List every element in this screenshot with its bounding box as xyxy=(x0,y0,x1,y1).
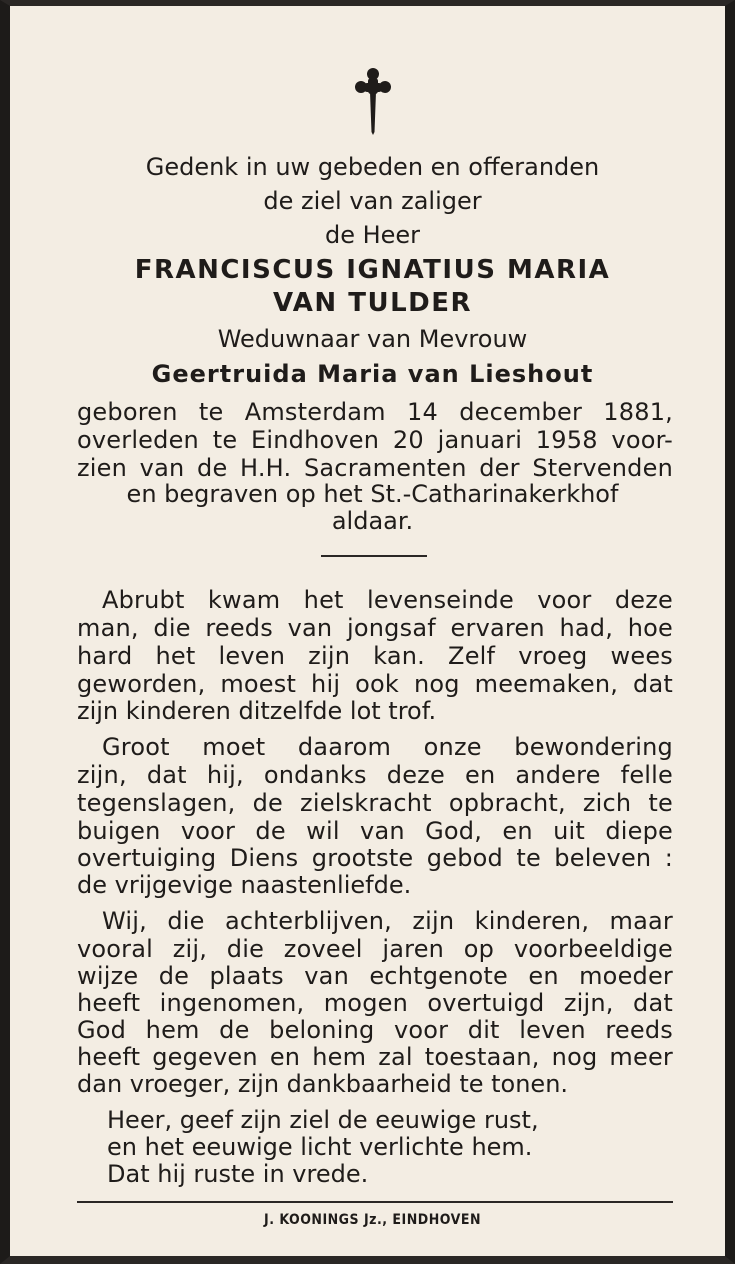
deceased-name-line-2: VAN TULDER xyxy=(272,288,473,318)
paragraph-1-line: hard het leven zijn kan. Zelf vroeg wees xyxy=(77,642,673,670)
cross-icon xyxy=(351,64,395,136)
prayer-line: Heer, geef zijn ziel de eeuwige rust, xyxy=(107,1106,539,1134)
paragraph-1-line: man, die reeds van jongsaf ervaren had, hoe xyxy=(77,614,673,642)
paragraph-3-line: Wij, die achterblijven, zijn kinderen, maar xyxy=(102,907,673,935)
vitals-line: geboren te Amsterdam 14 december 1881, xyxy=(77,398,673,426)
paragraph-3-line: God hem de beloning voor dit leven reeds xyxy=(77,1016,673,1044)
spouse-name: Geertruida Maria van Lieshout xyxy=(151,360,594,388)
paragraph-2-line: overtuiging Diens grootste gebod te beleven : xyxy=(77,844,673,872)
vitals-line: aldaar. xyxy=(331,507,414,535)
paragraph-3-line: heeft gegeven en hem zal toestaan, nog meer xyxy=(77,1043,673,1071)
vitals-line: en begraven op het St.-Catharinakerkhof xyxy=(126,480,619,508)
printer-credit: J. KOONINGS Jz., EINDHOVEN xyxy=(264,1212,481,1228)
paragraph-1-line: zijn kinderen ditzelfde lot trof. xyxy=(77,697,437,725)
separator-line xyxy=(321,555,427,557)
prayer-line: en het eeuwige licht verlichte hem. xyxy=(107,1133,533,1161)
paragraph-3-line: wijze de plaats van echtgenote en moeder xyxy=(77,962,673,990)
paragraph-2-line: Groot moet daarom onze bewondering xyxy=(102,733,673,761)
intro-line-3: de Heer xyxy=(324,221,421,249)
intro-line-2: de ziel van zaliger xyxy=(263,187,482,215)
footer-rule xyxy=(77,1201,673,1203)
paragraph-1-line: Abrubt kwam het levenseinde voor deze xyxy=(102,586,673,614)
paragraph-2-line: tegenslagen, de zielskracht opbracht, zich te xyxy=(77,789,673,817)
paragraph-3-line: heeft ingenomen, mogen overtuigd zijn, dat xyxy=(77,989,673,1017)
prayer-line: Dat hij ruste in vrede. xyxy=(107,1160,369,1188)
intro-line-1: Gedenk in uw gebeden en offeranden xyxy=(145,153,600,181)
vitals-line: zien van de H.H. Sacramenten der Stervenden xyxy=(77,454,673,482)
paragraph-3-line: vooral zij, die zoveel jaren op voorbeeldige xyxy=(77,935,673,963)
paragraph-2-line: zijn, dat hij, ondanks deze en andere felle xyxy=(77,761,673,789)
paragraph-1-line: geworden, moest hij ook nog meemaken, dat xyxy=(77,670,673,698)
paragraph-2-line: de vrijgevige naastenliefde. xyxy=(77,871,412,899)
widower-of-line: Weduwnaar van Mevrouw xyxy=(217,325,528,353)
vitals-line: overleden te Eindhoven 20 januari 1958 voor- xyxy=(77,426,673,454)
paragraph-2-line: buigen voor de wil van God, en uit diepe xyxy=(77,817,673,845)
paragraph-3-line: dan vroeger, zijn dankbaarheid te tonen. xyxy=(77,1070,569,1098)
deceased-name-line-1: FRANCISCUS IGNATIUS MARIA xyxy=(134,255,611,285)
